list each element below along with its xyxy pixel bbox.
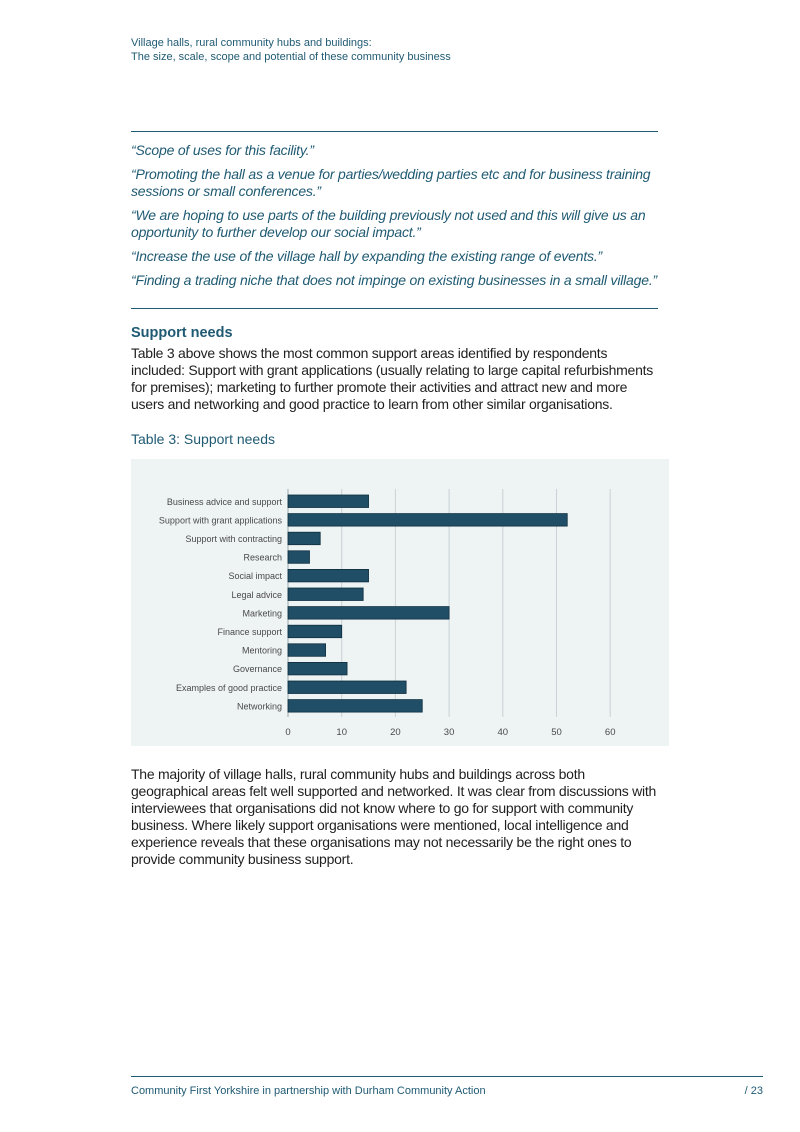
quotes-top-rule <box>131 131 658 132</box>
quote-4: “Increase the use of the village hall by expanding the existing range of events.” <box>131 248 602 264</box>
x-tick-label-0: 0 <box>285 727 291 738</box>
page-number: / 23 <box>744 1085 763 1097</box>
category-label-11: Networking <box>236 701 282 712</box>
bar-3 <box>288 551 309 564</box>
quotes-block <box>131 142 661 296</box>
category-label-1: Support with grant applications <box>158 515 282 526</box>
quote-2: “Promoting the hall as a venue for parties/wedding parties etc and for business training sessions or small conferences.” <box>131 166 651 199</box>
bar-10 <box>288 681 406 694</box>
bar-4 <box>288 569 369 582</box>
x-tick-label-60: 60 <box>604 727 616 738</box>
bar-5 <box>288 588 363 601</box>
x-tick-label-40: 40 <box>497 727 509 738</box>
header-line-2: The size, scale, scope and potential of these community business <box>131 51 451 63</box>
quote-1: “Scope of uses for this facility.” <box>131 142 314 158</box>
category-label-2: Support with contracting <box>185 533 282 544</box>
running-header <box>131 36 691 64</box>
x-tick-label-10: 10 <box>336 727 347 738</box>
category-label-8: Mentoring <box>241 645 282 656</box>
x-tick-label-50: 50 <box>551 727 562 738</box>
x-tick-label-20: 20 <box>390 727 401 738</box>
category-label-5: Legal advice <box>231 589 282 600</box>
bar-8 <box>288 644 326 657</box>
bar-7 <box>288 625 342 638</box>
footer-rule <box>131 1076 763 1077</box>
category-label-6: Marketing <box>242 608 282 619</box>
bar-6 <box>288 607 449 620</box>
bar-11 <box>288 700 422 713</box>
category-label-3: Research <box>243 552 282 563</box>
header-line-1: Village halls, rural community hubs and buildings: <box>131 37 372 49</box>
chart-svg <box>131 459 669 746</box>
quote-3: “We are hoping to use parts of the building previously not used and this will give us an opportunity to further develop our social impact.” <box>131 207 646 240</box>
category-label-9: Governance <box>232 664 282 675</box>
footer-organisation: Community First Yorkshire in partnership with Durham Community Action <box>131 1085 486 1097</box>
bar-9 <box>288 662 347 675</box>
bar-2 <box>288 532 320 545</box>
category-label-10: Examples of good practice <box>175 682 282 693</box>
x-tick-label-30: 30 <box>443 727 455 738</box>
bar-1 <box>288 514 567 527</box>
category-label-4: Social impact <box>228 571 282 582</box>
table-caption: Table 3: Support needs <box>131 431 275 447</box>
quotes-bottom-rule <box>131 308 658 309</box>
bar-0 <box>288 495 369 508</box>
paragraph-support-needs: Table 3 above shows the most common support areas identified by respondents included: Support with grant applications (usually relating to large capital refurbishments for premises); marketing to further promote their activities and attract new and more users and networking and good practice to learn from other similar organisations. <box>131 345 653 412</box>
support-needs-chart <box>131 459 669 746</box>
quote-5: “Finding a trading niche that does not impinge on existing businesses in a small village.” <box>131 272 657 288</box>
paragraph-conclusion: The majority of village halls, rural community hubs and buildings across both geographical areas felt well supported and networked. It was clear from discussions with interviewees that organisations did not know where to go for support with community business. Where likely support organisations were mentioned, local intelligence and experience reveals that these organisations may not necessarily be the right ones to provide community business support. <box>131 766 657 867</box>
category-label-7: Finance support <box>217 626 282 637</box>
category-label-0: Business advice and support <box>166 496 282 507</box>
section-title: Support needs <box>131 325 233 341</box>
